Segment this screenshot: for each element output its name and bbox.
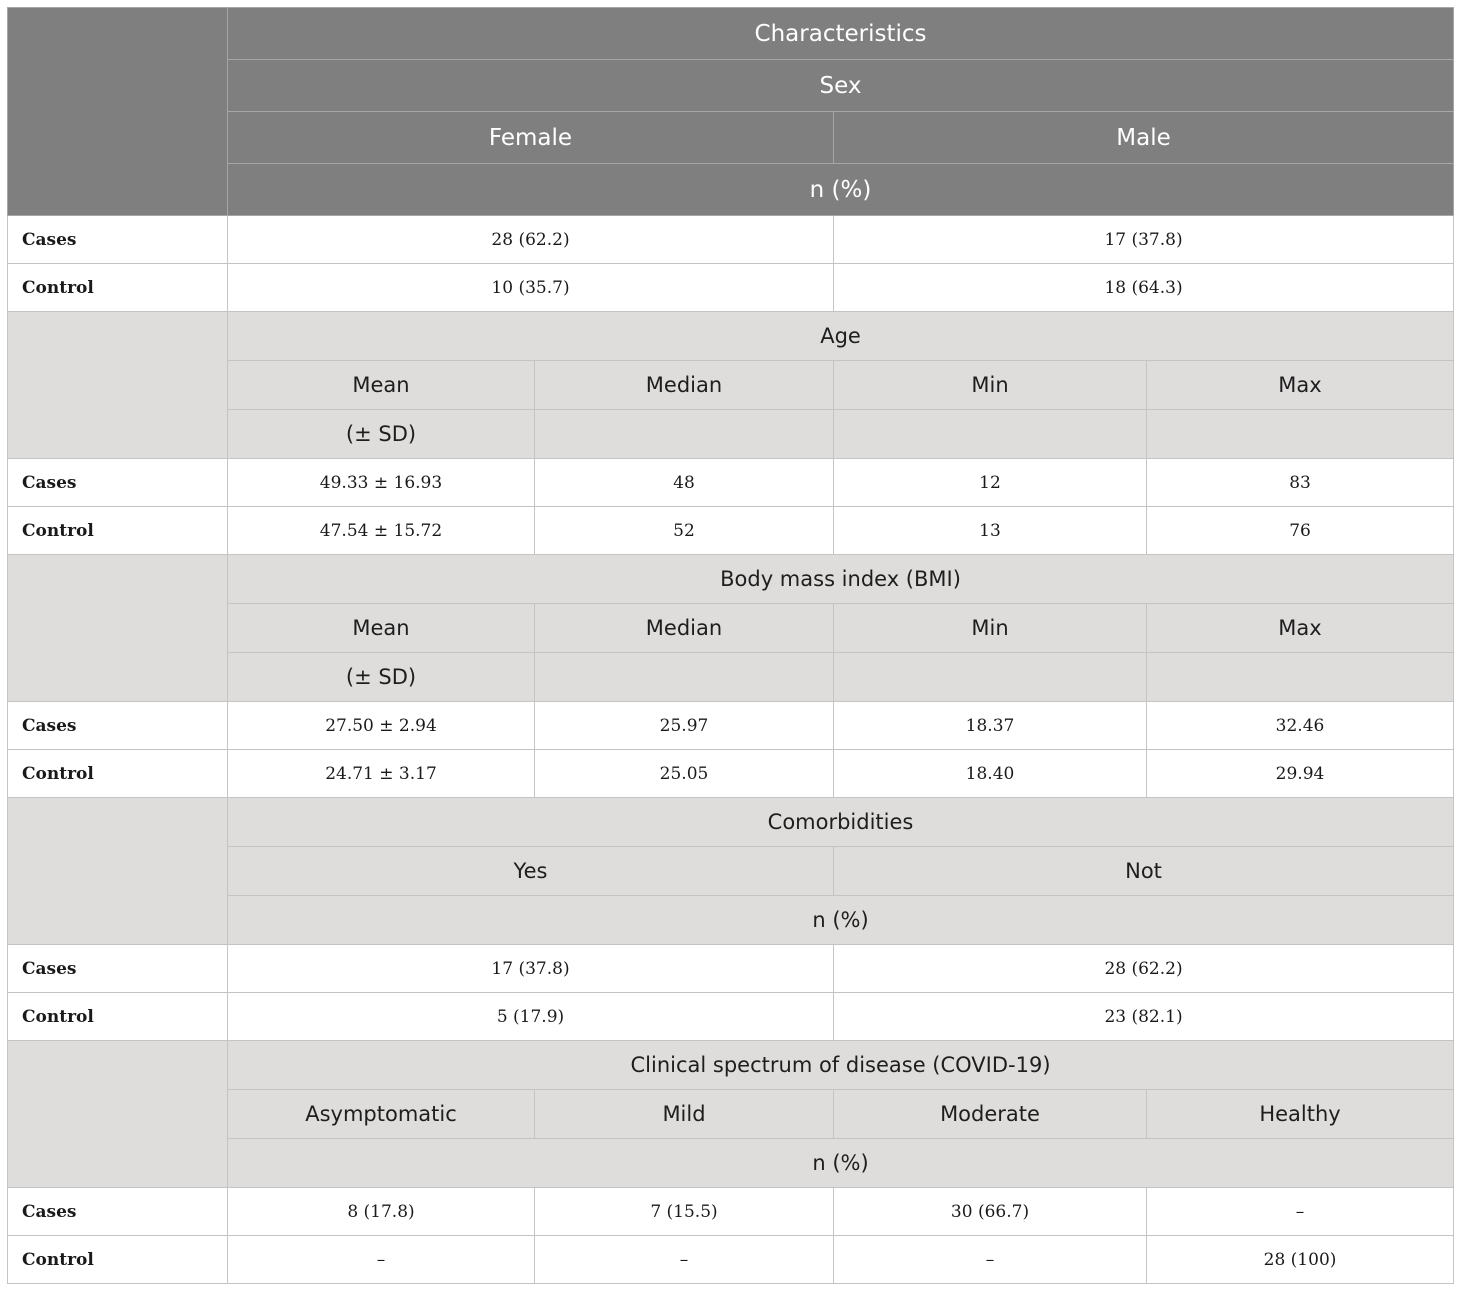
col-header: Mean (228, 604, 535, 653)
row-label: Cases (8, 216, 228, 264)
cell: 17 (37.8) (834, 216, 1454, 264)
table-row (8, 702, 1454, 750)
female-header: Female (228, 112, 834, 164)
col-header: Yes (228, 847, 834, 896)
cell: – (535, 1236, 834, 1284)
row-label: Cases (8, 1188, 228, 1236)
section-header-row (8, 555, 1454, 604)
n-percent-header: n (%) (228, 896, 1454, 945)
male-header: Male (834, 112, 1454, 164)
col-header: Healthy (1147, 1090, 1454, 1139)
empty-cell (535, 653, 834, 702)
col-header: Max (1147, 604, 1454, 653)
clinical-header: Clinical spectrum of disease (COVID-19) (228, 1041, 1454, 1090)
row-label: Control (8, 1236, 228, 1284)
cell: 48 (535, 459, 834, 507)
cell: 83 (1147, 459, 1454, 507)
col-header: Mean (228, 361, 535, 410)
characteristics-table (7, 7, 1454, 1284)
age-header: Age (228, 312, 1454, 361)
col-header: Min (834, 604, 1147, 653)
col-header: Max (1147, 361, 1454, 410)
section-header-row (8, 312, 1454, 361)
section-stub (8, 312, 228, 459)
cell: 5 (17.9) (228, 993, 834, 1041)
col-header: Median (535, 361, 834, 410)
section-header-row (8, 1041, 1454, 1090)
cell: 27.50 ± 2.94 (228, 702, 535, 750)
cell: 32.46 (1147, 702, 1454, 750)
cell: 25.97 (535, 702, 834, 750)
cell: 17 (37.8) (228, 945, 834, 993)
empty-cell (1147, 410, 1454, 459)
cell: 28 (62.2) (834, 945, 1454, 993)
section-stub (8, 798, 228, 945)
row-label: Cases (8, 702, 228, 750)
cell: 24.71 ± 3.17 (228, 750, 535, 798)
row-label: Control (8, 507, 228, 555)
cell: 25.05 (535, 750, 834, 798)
cell: 18.37 (834, 702, 1147, 750)
header-stub (8, 8, 228, 216)
col-header: Not (834, 847, 1454, 896)
col-header: Median (535, 604, 834, 653)
cell: 52 (535, 507, 834, 555)
table-row (8, 945, 1454, 993)
cell: 8 (17.8) (228, 1188, 535, 1236)
cell: 28 (62.2) (228, 216, 834, 264)
cell: – (834, 1236, 1147, 1284)
cell: 23 (82.1) (834, 993, 1454, 1041)
cell: 18.40 (834, 750, 1147, 798)
row-label: Cases (8, 459, 228, 507)
n-percent-header: n (%) (228, 1139, 1454, 1188)
row-label: Control (8, 993, 228, 1041)
cell: 49.33 ± 16.93 (228, 459, 535, 507)
col-subheader: (± SD) (228, 410, 535, 459)
col-header: Asymptomatic (228, 1090, 535, 1139)
cell: 29.94 (1147, 750, 1454, 798)
header-row (8, 8, 1454, 60)
n-percent-header: n (%) (228, 164, 1454, 216)
characteristics-header: Characteristics (228, 8, 1454, 60)
table-row (8, 1236, 1454, 1284)
bmi-header: Body mass index (BMI) (228, 555, 1454, 604)
empty-cell (535, 410, 834, 459)
cell: 30 (66.7) (834, 1188, 1147, 1236)
sex-header: Sex (228, 60, 1454, 112)
col-header: Min (834, 361, 1147, 410)
empty-cell (834, 410, 1147, 459)
table-row (8, 993, 1454, 1041)
cell: 7 (15.5) (535, 1188, 834, 1236)
col-subheader: (± SD) (228, 653, 535, 702)
cell: 10 (35.7) (228, 264, 834, 312)
table-row (8, 264, 1454, 312)
col-header: Moderate (834, 1090, 1147, 1139)
table-row (8, 1188, 1454, 1236)
cell: 47.54 ± 15.72 (228, 507, 535, 555)
cell: – (228, 1236, 535, 1284)
table-row (8, 459, 1454, 507)
cell: 12 (834, 459, 1147, 507)
cell: 28 (100) (1147, 1236, 1454, 1284)
empty-cell (1147, 653, 1454, 702)
row-label: Control (8, 264, 228, 312)
cell: – (1147, 1188, 1454, 1236)
empty-cell (834, 653, 1147, 702)
row-label: Control (8, 750, 228, 798)
cell: 18 (64.3) (834, 264, 1454, 312)
cell: 13 (834, 507, 1147, 555)
section-header-row (8, 798, 1454, 847)
section-stub (8, 555, 228, 702)
table-row (8, 216, 1454, 264)
col-header: Mild (535, 1090, 834, 1139)
row-label: Cases (8, 945, 228, 993)
comorbidities-header: Comorbidities (228, 798, 1454, 847)
table-row (8, 750, 1454, 798)
cell: 76 (1147, 507, 1454, 555)
section-stub (8, 1041, 228, 1188)
table-row (8, 507, 1454, 555)
